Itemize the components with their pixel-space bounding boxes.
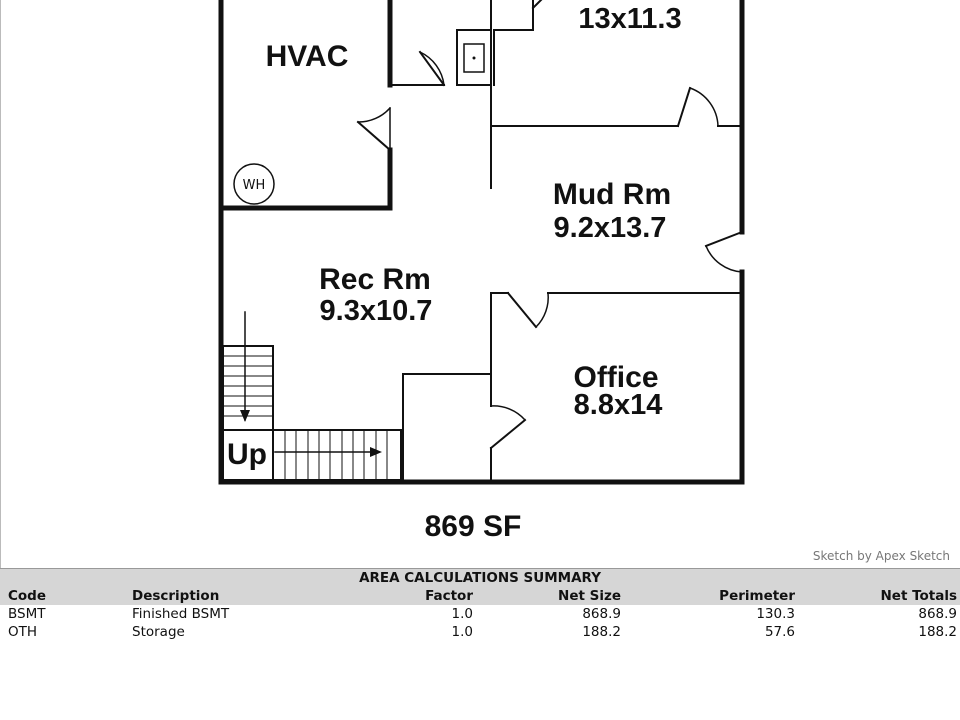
doors: [358, 0, 742, 448]
cell-factor: 1.0: [451, 624, 473, 640]
cell-perimeter: 130.3: [756, 606, 795, 622]
column-header: Perimeter: [624, 587, 798, 605]
room-name-mud: Mud Rm: [552, 178, 672, 211]
table-row: [0, 623, 960, 641]
table-row: [0, 605, 960, 623]
summary-header-row: [0, 587, 960, 605]
room-name-office: Office: [573, 361, 659, 394]
cell-code: OTH: [8, 624, 38, 640]
cell-net-totals: 188.2: [918, 624, 958, 640]
room-dims-mud: 9.2x13.7: [553, 212, 667, 244]
column-header: Net Size: [476, 587, 624, 605]
stairs: [223, 346, 273, 430]
stair-treads: [223, 356, 273, 416]
water-heater-label: WH: [242, 178, 266, 193]
cell-net-size: 188.2: [582, 624, 621, 640]
cell-perimeter: 57.6: [764, 624, 795, 640]
column-header: Net Totals: [798, 587, 960, 605]
area-summary-table: [0, 568, 960, 641]
room-dims-top: 13x11.3: [578, 3, 682, 35]
column-header: Code: [0, 587, 124, 605]
cell-description: Finished BSMT: [132, 606, 230, 622]
arrowheads: [240, 57, 476, 458]
summary-title-row: [0, 569, 960, 588]
room-dims-office: 8.8x14: [573, 389, 663, 421]
cell-description: Storage: [132, 624, 185, 640]
total-square-footage: 869 SF: [424, 510, 522, 543]
room-name-rec: Rec Rm: [319, 263, 431, 296]
room-name-hvac: HVAC: [265, 40, 349, 73]
cell-net-size: 868.9: [582, 606, 621, 622]
sketch-credit: Sketch by Apex Sketch: [812, 549, 950, 563]
cell-factor: 1.0: [451, 606, 473, 622]
cell-net-totals: 868.9: [918, 606, 958, 622]
sink-drain: [473, 57, 476, 60]
wall: [403, 374, 491, 482]
cell-code: BSMT: [8, 606, 46, 622]
stairs-up-label: Up: [227, 438, 267, 471]
column-header: Description: [124, 587, 324, 605]
column-header: Factor: [324, 587, 476, 605]
room-dims-rec: 9.3x10.7: [319, 295, 433, 327]
stairs: [273, 430, 401, 480]
summary-title: AREA CALCULATIONS SUMMARY: [0, 569, 960, 588]
page-border: [0, 0, 1, 568]
